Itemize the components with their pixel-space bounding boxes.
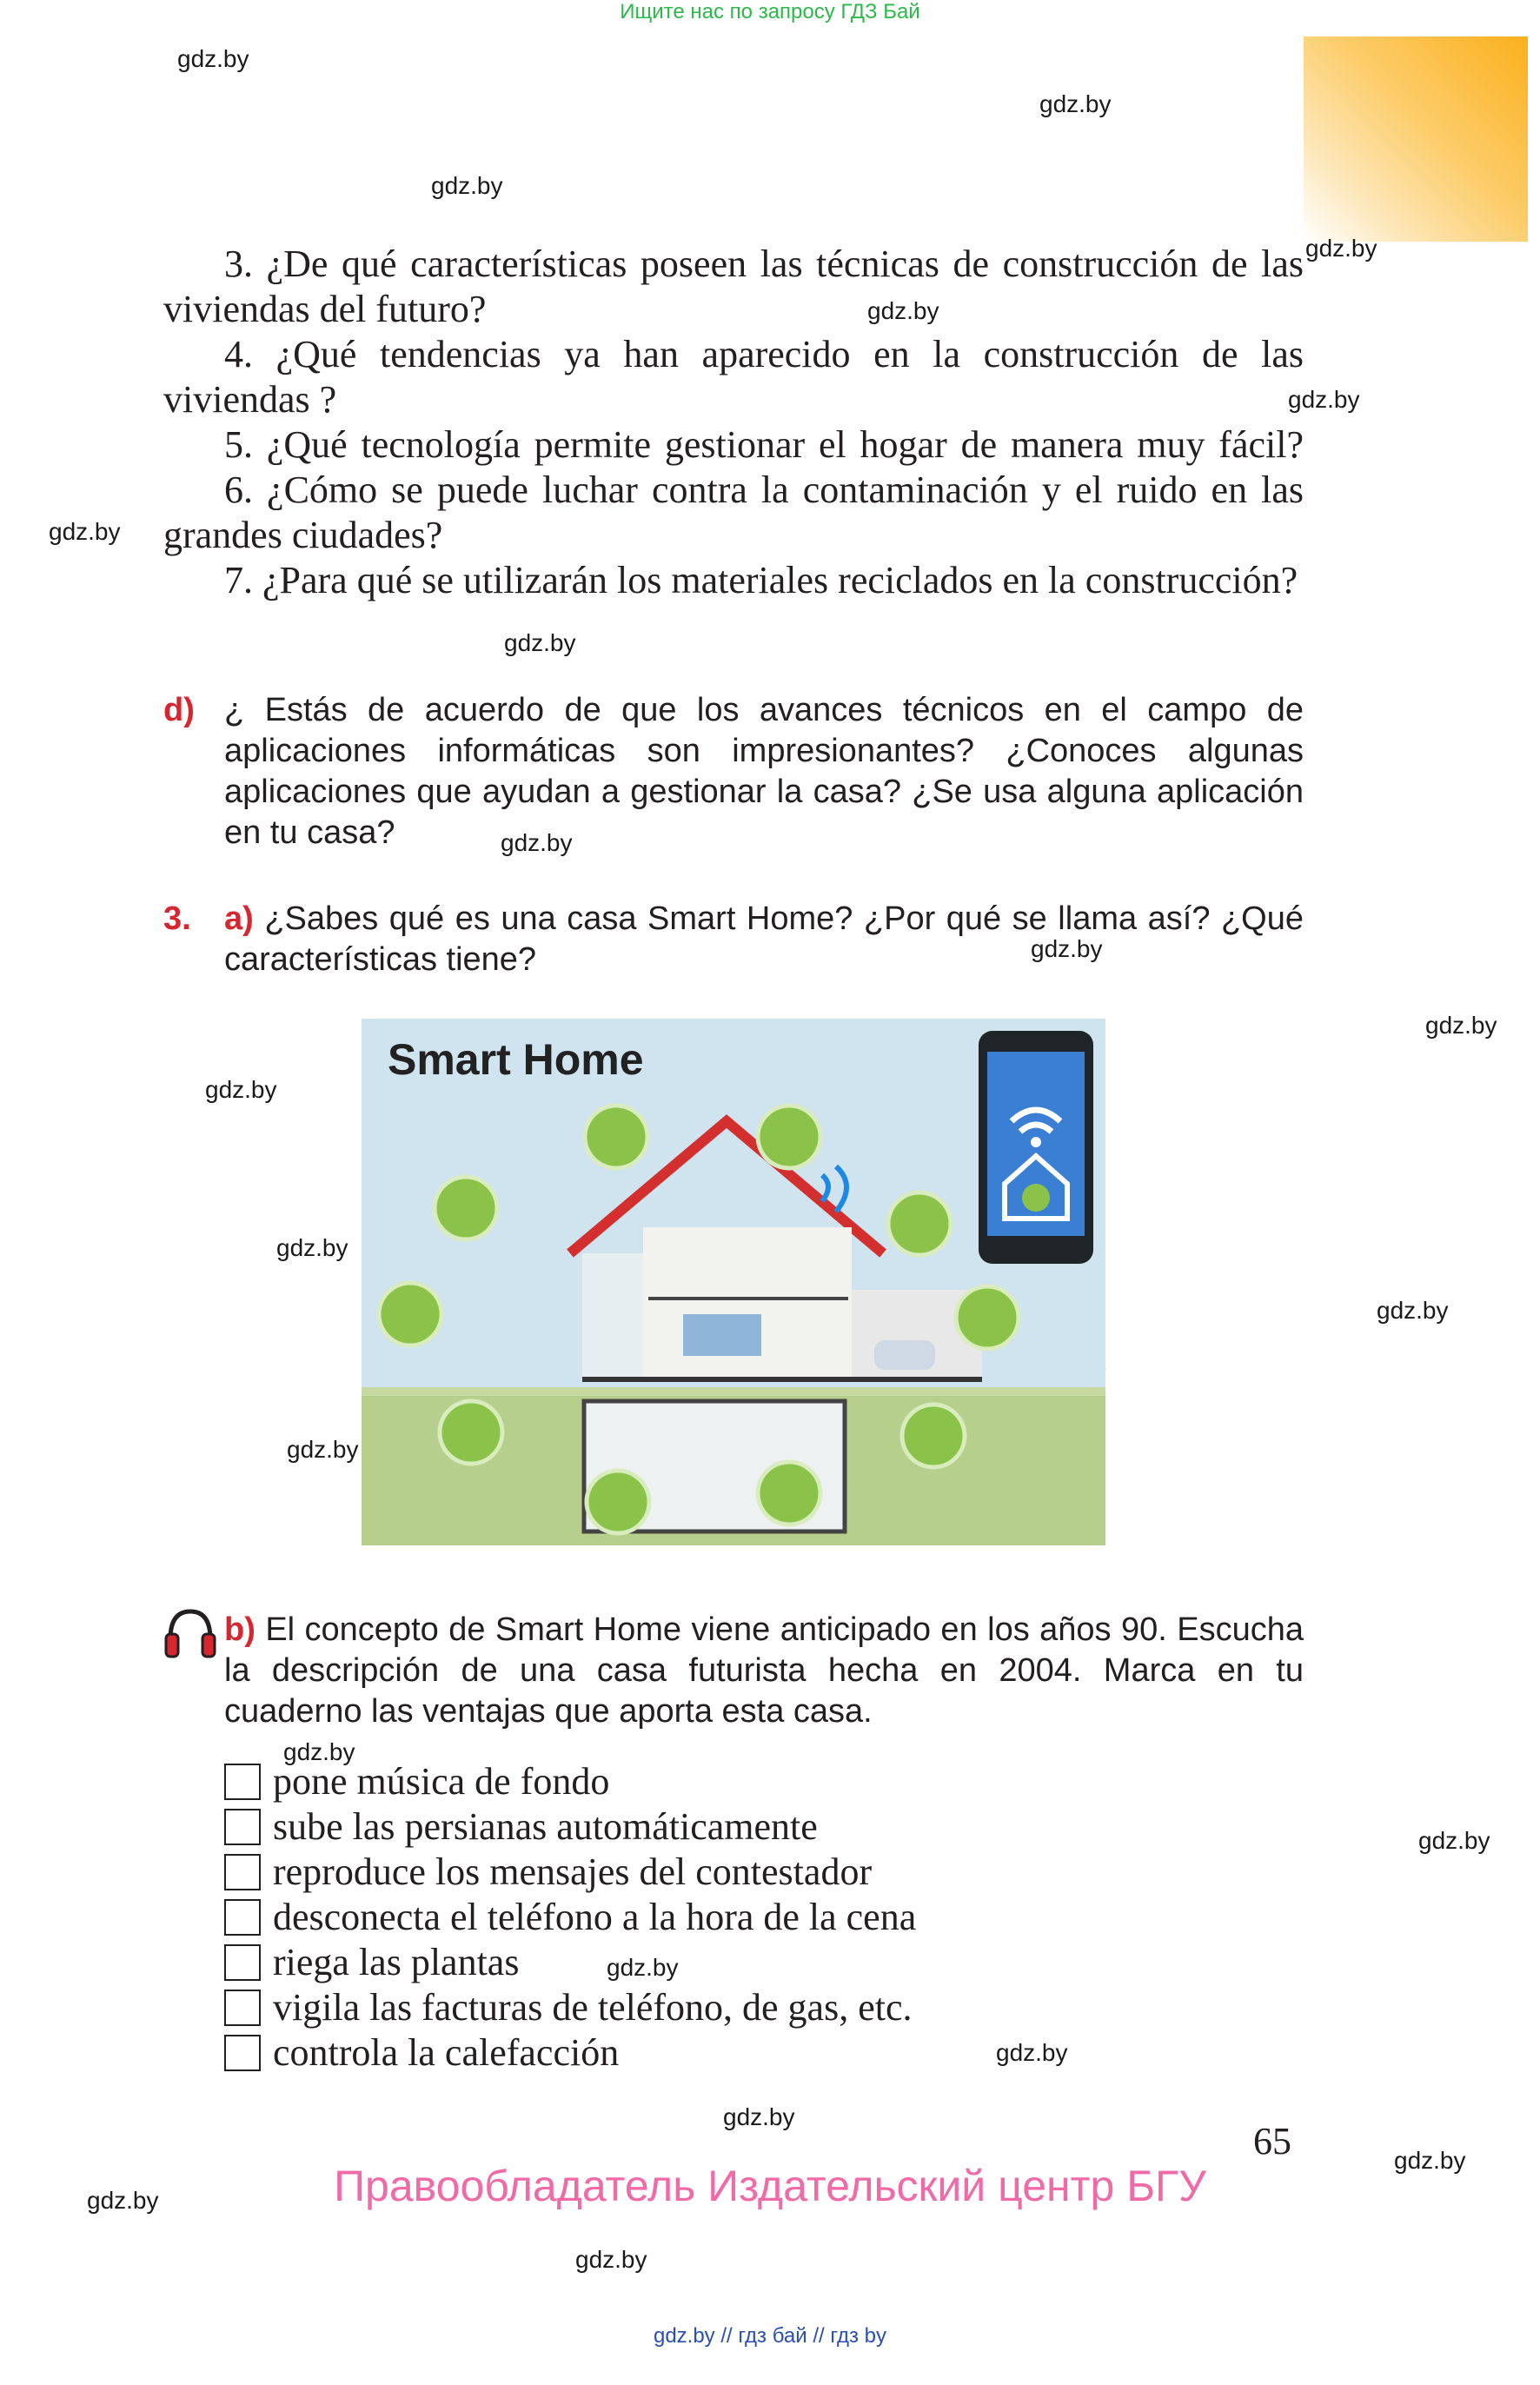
watermark: gdz.by xyxy=(1039,90,1112,117)
question-3: 3. ¿De qué características poseen las técnicas de construcción de las viviendas del futuro? xyxy=(163,242,1304,330)
watermark: gdz.by xyxy=(1394,2147,1466,2174)
question-7: 7. ¿Para qué se utilizarán los materiales reciclados en la construcción? xyxy=(224,559,1298,601)
task-d-label: d) xyxy=(163,692,195,728)
watermark: gdz.by xyxy=(996,2039,1068,2066)
watermark: gdz.by xyxy=(287,1436,359,1463)
watermark: gdz.by xyxy=(1305,235,1377,262)
corner-decoration xyxy=(1304,37,1528,242)
checklist-item[interactable]: desconecta el teléfono a la hora de la cena xyxy=(224,1895,916,1940)
checklist-item[interactable]: vigila las facturas de teléfono, de gas, etc. xyxy=(224,1985,912,2030)
watermark: gdz.by xyxy=(283,1738,355,1765)
watermark: gdz.by xyxy=(49,518,121,545)
top-banner: Ищите нас по запросу ГДЗ Бай xyxy=(620,0,920,23)
headphones-icon xyxy=(162,1604,219,1662)
question-5: 5. ¿Qué tecnología permite gestionar el hogar de manera muy fácil? xyxy=(224,423,1304,466)
watermark: gdz.by xyxy=(1377,1297,1449,1324)
checklist-item[interactable]: riega las plantas xyxy=(224,1940,519,1985)
exercise-3-number: 3. xyxy=(163,900,191,937)
checkbox[interactable] xyxy=(224,1899,261,1936)
smart-home-illustration xyxy=(362,1019,1105,1545)
image-title: Smart Home xyxy=(388,1035,644,1084)
exercise-3a-text: ¿Sabes qué es una casa Smart Home? ¿Por qué se llama así? ¿Qué características tiene? xyxy=(224,900,1304,978)
watermark: gdz.by xyxy=(1425,1012,1497,1039)
watermark: gdz.by xyxy=(1031,935,1103,962)
task-d-text: ¿ Estás de acuerdo de que los avances técnicos en el campo de aplicaciones informáticas son impresionantes? ¿Conoces algunas aplicaciones que ayudan a gestionar la casa? ¿Se usa alguna aplicación en tu casa? xyxy=(224,692,1304,851)
watermark: gdz.by xyxy=(504,629,576,656)
page-number: 65 xyxy=(1253,2120,1291,2162)
question-4: 4. ¿Qué tendencias ya han aparecido en la construcción de las viviendas ? xyxy=(163,333,1304,421)
watermark: gdz.by xyxy=(87,2187,159,2214)
question-6: 6. ¿Cómo se puede luchar contra la contaminación y el ruido en las grandes ciudades? xyxy=(163,468,1304,556)
watermark: gdz.by xyxy=(501,829,573,856)
exercise-3b-text: El concepto de Smart Home viene anticipado en los años 90. Escucha la descripción de una casa futurista hecha en 2004. Marca en tu cuaderno las ventajas que aporta esta casa. xyxy=(224,1611,1304,1730)
watermark: gdz.by xyxy=(1418,1827,1490,1854)
house-drawing xyxy=(362,1019,1105,1545)
watermark: gdz.by xyxy=(723,2103,795,2130)
watermark: gdz.by xyxy=(276,1234,348,1261)
copyright-owner: Правообладатель Издательский центр БГУ xyxy=(334,2162,1206,2210)
watermark: gdz.by xyxy=(607,1954,679,1981)
watermark: gdz.by xyxy=(177,45,249,72)
checkbox[interactable] xyxy=(224,1854,261,1890)
watermark: gdz.by xyxy=(205,1076,277,1103)
checkbox[interactable] xyxy=(224,1990,261,2026)
checkbox[interactable] xyxy=(224,2035,261,2071)
checkbox[interactable] xyxy=(224,1764,261,1800)
exercise-3b xyxy=(224,1610,1304,1732)
checklist-item[interactable]: pone música de fondo xyxy=(224,1759,609,1804)
watermark: gdz.by xyxy=(1288,386,1360,413)
checklist-item[interactable]: controla la calefacción xyxy=(224,2030,619,2076)
exercise-3a xyxy=(224,899,1304,980)
watermark: gdz.by xyxy=(867,297,939,324)
exercise-3a-label: a) xyxy=(224,900,254,937)
checkbox[interactable] xyxy=(224,1809,261,1845)
exercise-3b-label: b) xyxy=(224,1611,256,1648)
checkbox[interactable] xyxy=(224,1944,261,1981)
checklist-item[interactable]: sube las persianas automáticamente xyxy=(224,1804,818,1850)
footer-links[interactable]: gdz.by // гдз бай // гдз by xyxy=(653,2324,887,2348)
watermark: gdz.by xyxy=(431,172,503,199)
watermark: gdz.by xyxy=(575,2246,647,2273)
checklist-item[interactable]: reproduce los mensajes del contestador xyxy=(224,1850,872,1895)
